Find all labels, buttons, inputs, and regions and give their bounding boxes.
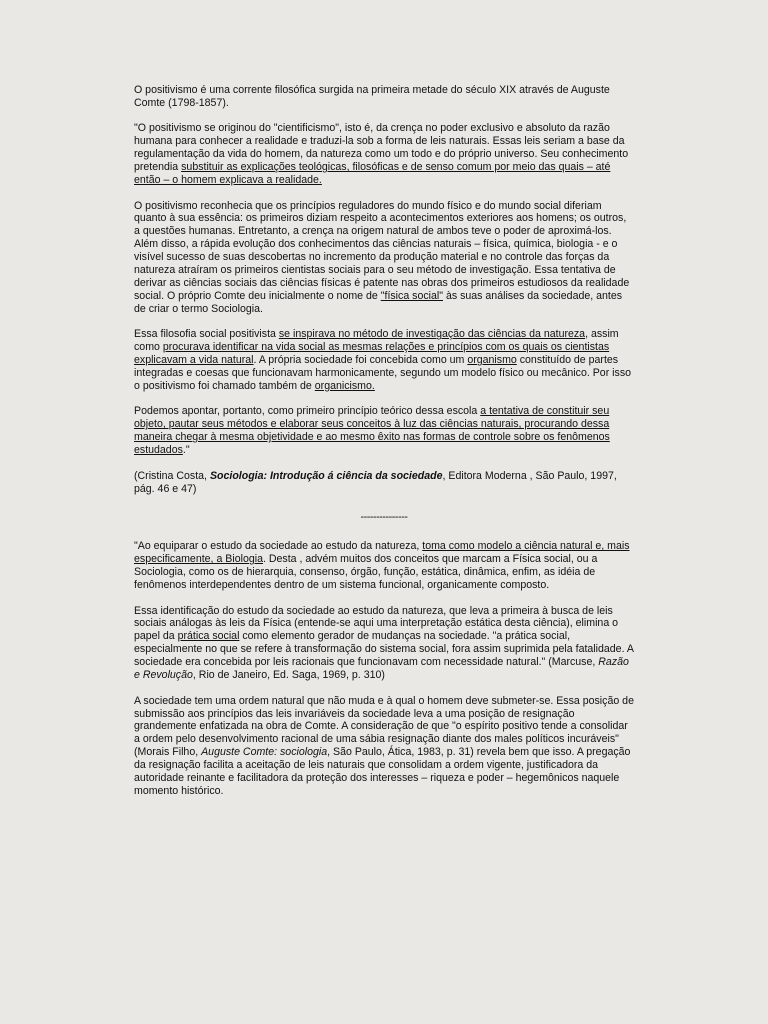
text-run: constituído de partes integradas e coesas que funcionavam harmonicamente, segundo um modelo físico ou mecânico. Por isso o positivismo foi chamado também de bbox=[134, 354, 632, 392]
text-run: como elemento gerador de mudanças na sociedade. "a prática social, especialmente no que se refere à transformação do sistema social, fora assim suprimida pela fatalidade. A sociedade era concebida por leis racionais que funcionavam com necessidade natural." (Marcuse, bbox=[134, 630, 634, 669]
paragraph-ordem-natural bbox=[134, 695, 634, 798]
underlined-text: procurava identificar na vida social as mesmas relações e princípios com os quais os cientistas explicavam a vida natural bbox=[134, 341, 610, 367]
text-run: Essa filosofia social positivista bbox=[134, 328, 279, 341]
text-run: . A própria sociedade foi concebida como um bbox=[253, 354, 468, 367]
text-run: . Desta , advém muitos dos conceitos que marcam a Física social, ou a Sociologia, como os de hierarquia, consenso, órgão, função, estática, dinâmica, enfim, as idéia de fenômenos interdependentes dentro de um sistema funcional, organicamente composto. bbox=[134, 553, 598, 592]
text-run: Podemos apontar, portanto, como primeiro princípio teórico dessa escola bbox=[134, 405, 481, 418]
paragraph-principios bbox=[134, 200, 634, 316]
text-run: , São Paulo, Ática, 1983, p. 31) revela bem que isso. A pregação da resignação facilita a aceitação de leis naturais que consolidam a ordem vigente, justificadora da autoridade reinante e facilitadora da proteção dos interesses – riqueza e poder – hegemônicos naquele momento histórico. bbox=[134, 746, 631, 797]
citation-costa bbox=[134, 470, 634, 496]
underlined-text: substituir as explicações teológicas, filosóficas e de senso comum por meio das quais – até então – o homem explicava a realidade. bbox=[134, 161, 611, 187]
paragraph-filosofia-social bbox=[134, 328, 634, 393]
underlined-text: toma como modelo a ciência natural e, mais especificamente, a Biologia bbox=[134, 540, 630, 566]
underlined-text: prática social bbox=[177, 630, 240, 643]
text-run: às suas análises da sociedade, antes de criar o termo Sociologia. bbox=[134, 289, 623, 315]
book-title: Auguste Comte: sociologia bbox=[201, 746, 328, 759]
paragraph-quote-cientificismo bbox=[134, 122, 634, 187]
text-run: "Ao equiparar o estudo da sociedade ao estudo da natureza, bbox=[134, 540, 423, 553]
paragraph-intro bbox=[134, 84, 634, 110]
underlined-text: se inspirava no método de investigação das ciências da natureza bbox=[278, 328, 586, 341]
book-title: Sociologia: Introdução á ciência da sociedade bbox=[209, 469, 443, 482]
text-run: ." bbox=[182, 444, 190, 457]
text-run: O positivismo reconhecia que os princípios reguladores do mundo físico e do mundo social diferiam quanto à sua essência: os primeiros diziam respeito a acontecimentos exteriores aos homens; os outros, a questões humanas. Entretanto, a crença na origem natural de ambos teve o poder de aproximá-los. Além disso, a rápida evolução dos conhecimentos das ciências naturais – física, química, biologia - e o visível sucesso de suas descobertas no incremento da produção material e no controle das forças da natureza atraíram os primeiros cientistas sociais para o seu método de investigação. Essa tentativa de derivar as ciências sociais das ciências físicas é patente nas obras dos primeiros estudiosos da realidade social. O próprio Comte deu inicialmente o nome de bbox=[134, 199, 630, 302]
text-run: , Editora Moderna , São Paulo, 1997, pág. 46 e 47) bbox=[134, 469, 617, 495]
text-run: Essa identificação do estudo da sociedade ao estudo da natureza, que leva a primeira à busca de leis sociais análogas às leis da Física (entende-se aqui uma interpretação estática desta ciência), elimina o papel da bbox=[134, 604, 619, 643]
document-body bbox=[134, 84, 634, 810]
underlined-text: a tentativa de constituir seu objeto, pautar seus métodos e elaborar seus conceitos à luz das ciências naturais, procurando dessa maneira chegar à mesma objetividade e ao mesmo êxito nas formas de controle sobre os fenômenos estudados bbox=[134, 405, 610, 457]
paragraph-intro-text: O positivismo é uma corrente filosófica surgida na primeira metade do século XIX através de Auguste Comte (1798-1857). bbox=[134, 84, 610, 109]
text-run: A sociedade tem uma ordem natural que não muda e à qual o homem deve submeter-se. Essa posição de submissão aos princípios das leis invariáveis da sociedade leva a uma posição de resignação grandemente enfatizada na obra de Comte. A consideração de que "o espírito positivo tende a consolidar a ordem pelo desenvolvimento racional de uma sábia resignação diante dos males políticos incuráveis" (Morais Filho, bbox=[134, 694, 634, 759]
underlined-text: organicismo. bbox=[314, 379, 375, 392]
paragraph-equiparar bbox=[134, 540, 634, 592]
text-run: "O positivismo se originou do "cientificismo", isto é, da crença no poder exclusivo e absoluto da razão humana para conhecer a realidade e traduzi-la sob a forma de leis naturais. Essas leis seriam a base da regulamentação da vida do homem, da natureza como um todo e do próprio universo. Seu conhecimento pretendia bbox=[134, 122, 629, 174]
paragraph-principio-teorico bbox=[134, 405, 634, 457]
text-run: , assim como bbox=[134, 328, 619, 354]
paragraph-identificacao bbox=[134, 605, 634, 682]
text-run: (Cristina Costa, bbox=[134, 469, 210, 482]
text-run: , Rio de Janeiro, Ed. Saga, 1969, p. 310) bbox=[192, 669, 385, 682]
underlined-text: organismo bbox=[467, 354, 517, 367]
underlined-text: "física social" bbox=[380, 289, 444, 302]
section-separator: --------------- bbox=[360, 511, 408, 524]
book-title: Razão e Revolução bbox=[134, 656, 629, 682]
